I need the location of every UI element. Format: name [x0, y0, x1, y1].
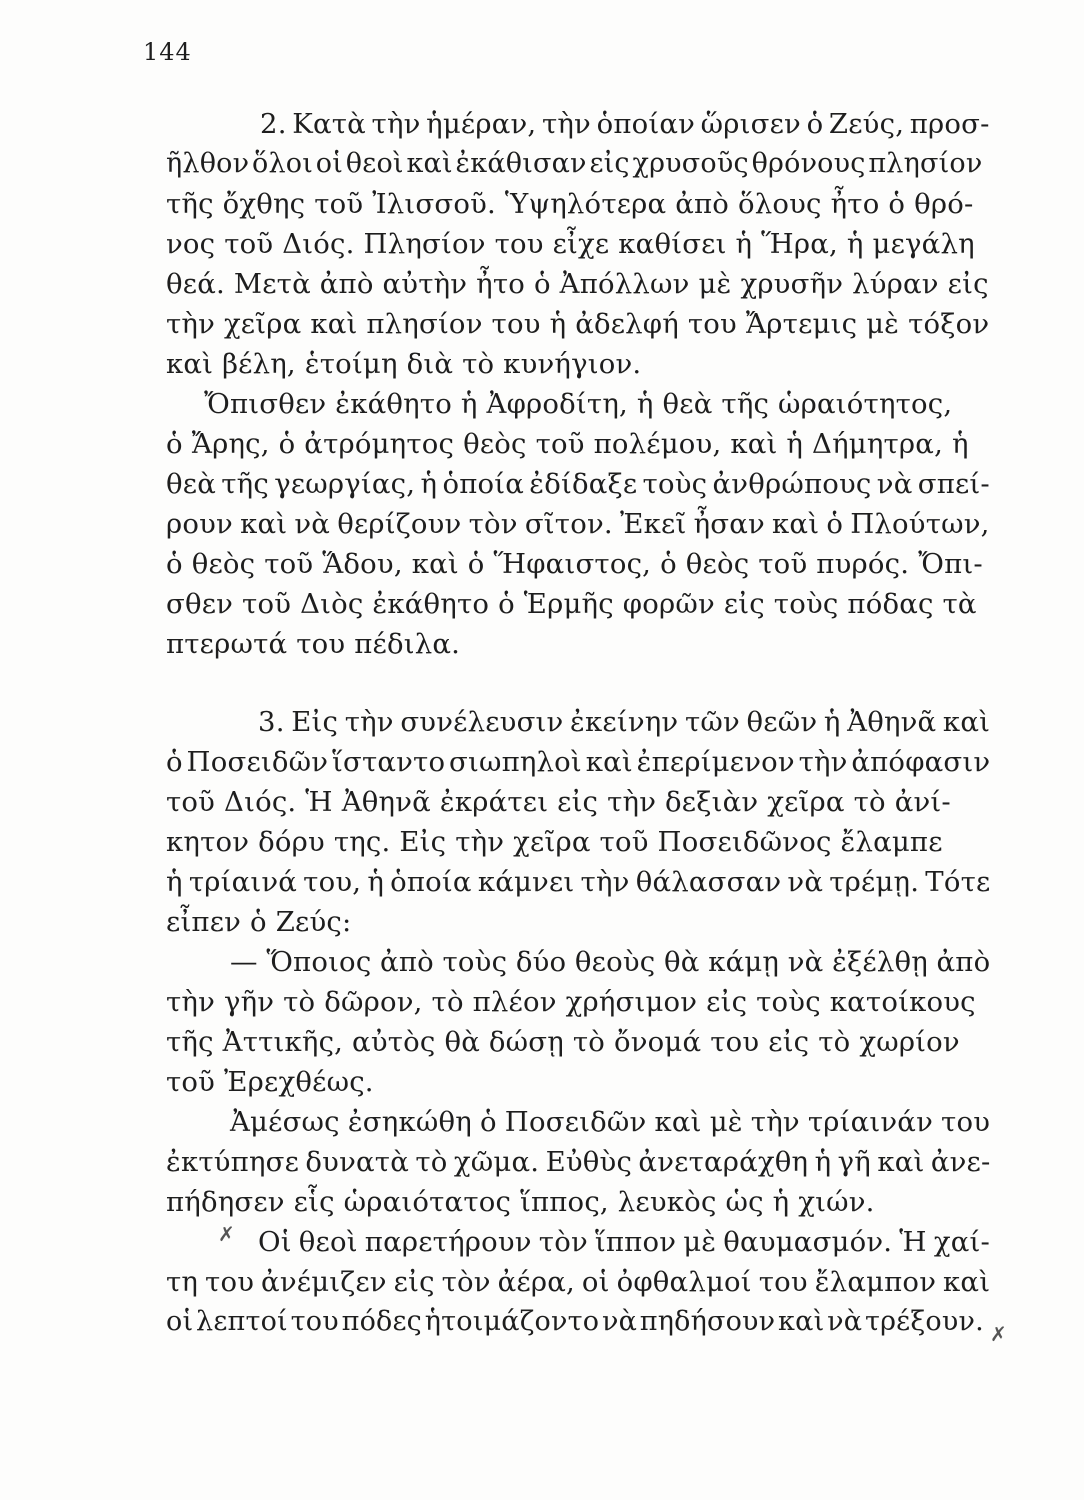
text-line: ῆλθον ὅλοι οἱ θεοὶ καὶ ἐκάθισαν εἰς χρυσοῦς θρόνους πλησίον: [166, 148, 983, 179]
text-line: ὁ Ἄρης, ὁ ἀτρόμητος θεὸς τοῦ πολέμου, καὶ ἡ Δήμητρα, ἡ: [166, 428, 969, 460]
text-line: τῆς ὄχθης τοῦ Ἰλισσοῦ. Ὑψηλότερα ἀπὸ ὅλους ἦτο ὁ θρό-: [166, 188, 974, 220]
text-line: κητον δόρυ της. Εἰς τὴν χεῖρα τοῦ Ποσειδῶνος ἔλαμπε: [166, 826, 943, 858]
text-line: εἶπεν ὁ Ζεύς:: [166, 906, 352, 938]
text-line: Οἱ θεοὶ παρετήρουν τὸν ἵππον μὲ θαυμασμόν. Ἡ χαί-: [258, 1226, 990, 1258]
text-line: νος τοῦ Διός. Πλησίον του εἶχε καθίσει ἡ Ἥρα, ἡ μεγάλη: [166, 228, 975, 260]
text-line: ἡ τρίαινά του, ἡ ὁποία κάμνει τὴν θάλασσαν νὰ τρέμῃ. Τότε: [166, 866, 991, 898]
page-number: 144: [143, 38, 192, 66]
text-line: πτερωτά του πέδιλα.: [166, 628, 461, 660]
text-line: ρουν καὶ νὰ θερίζουν τὸν σῖτον. Ἐκεῖ ἦσαν καὶ ὁ Πλούτων,: [166, 508, 990, 540]
text-line: θεὰ τῆς γεωργίας, ἡ ὁποία ἐδίδαξε τοὺς ἀνθρώπους νὰ σπεί-: [166, 468, 990, 500]
pencil-mark-icon: ✗: [990, 1322, 1007, 1346]
text-line: — Ὅποιος ἀπὸ τοὺς δύο θεοὺς θὰ κάμῃ νὰ ἐξέλθῃ ἀπὸ: [230, 946, 991, 978]
text-line: Ἀμέσως ἐσηκώθη ὁ Ποσειδῶν καὶ μὲ τὴν τρίαινάν του: [230, 1106, 991, 1138]
text-line: 3. Εἰς τὴν συνέλευσιν ἐκείνην τῶν θεῶν ἡ Ἀθηνᾶ καὶ: [258, 706, 991, 738]
pencil-mark-icon: ✗: [218, 1222, 235, 1246]
text-line: οἱ λεπτοί του πόδες ἡτοιμάζοντο νὰ πηδήσουν καὶ νὰ τρέξουν.: [166, 1306, 984, 1337]
text-line: τη του ἀνέμιζεν εἰς τὸν ἀέρα, οἱ ὀφθαλμοί του ἔλαμπον καὶ: [166, 1266, 991, 1298]
text-line: τοῦ Ἐρεχθέως.: [166, 1066, 374, 1098]
text-line: τοῦ Διός. Ἡ Ἀθηνᾶ ἐκράτει εἰς τὴν δεξιὰν χεῖρα τὸ ἀνί-: [166, 786, 951, 818]
text-line: σθεν τοῦ Διὸς ἐκάθητο ὁ Ἑρμῆς φορῶν εἰς τοὺς πόδας τὰ: [166, 588, 977, 620]
text-line: τὴν χεῖρα καὶ πλησίον του ἡ ἀδελφή του Ἄρτεμις μὲ τόξον: [166, 308, 990, 340]
text-line: καὶ βέλη, ἑτοίμη διὰ τὸ κυνήγιον.: [166, 348, 642, 380]
text-line: ὁ θεὸς τοῦ Ἅδου, καὶ ὁ Ἥφαιστος, ὁ θεὸς τοῦ πυρός. Ὄπι-: [166, 548, 983, 580]
text-line: θεά. Μετὰ ἀπὸ αὐτὴν ἦτο ὁ Ἀπόλλων μὲ χρυσῆν λύραν εἰς: [166, 268, 989, 300]
text-line: ὁ Ποσειδῶν ἵσταντο σιωπηλοὶ καὶ ἐπερίμενον τὴν ἀπόφασιν: [166, 746, 991, 778]
text-line: τὴν γῆν τὸ δῶρον, τὸ πλέον χρήσιμον εἰς τοὺς κατοίκους: [166, 986, 976, 1018]
text-line: ἐκτύπησε δυνατὰ τὸ χῶμα. Εὐθὺς ἀνεταράχθη ἡ γῆ καὶ ἀνε-: [166, 1146, 991, 1178]
text-line: πήδησεν εἷς ὡραιότατος ἵππος, λευκὸς ὡς ἡ χιών.: [166, 1186, 875, 1218]
text-line: 2. Κατὰ τὴν ἡμέραν, τὴν ὁποίαν ὥρισεν ὁ Ζεύς, προσ-: [260, 108, 990, 140]
text-line: Ὄπισθεν ἐκάθητο ἡ Ἀφροδίτη, ἡ θεὰ τῆς ὡραιότητος,: [204, 388, 953, 420]
text-line: τῆς Ἀττικῆς, αὐτὸς θὰ δώσῃ τὸ ὄνομά του εἰς τὸ χωρίον: [166, 1026, 960, 1058]
